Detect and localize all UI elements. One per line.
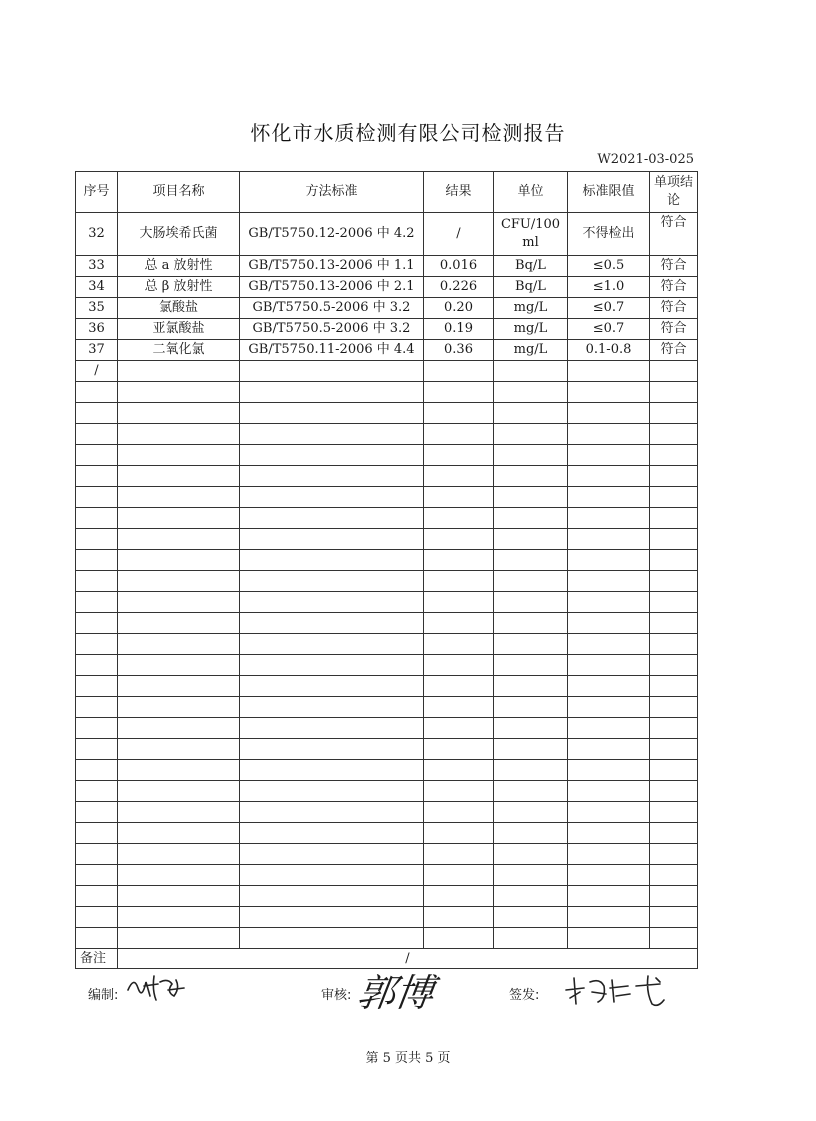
cell-result: 0.36 (424, 340, 494, 361)
empty-row (76, 592, 698, 613)
cell-unit: mg/L (494, 298, 568, 319)
col-header-unit: 单位 (494, 172, 568, 213)
table-row (76, 298, 698, 319)
empty-row (76, 739, 698, 760)
table-header-row (76, 172, 698, 213)
table-row (76, 256, 698, 277)
cell-unit: Bq/L (494, 277, 568, 298)
empty-row (76, 865, 698, 886)
reviewer-signature: 郭博 (354, 971, 437, 1015)
cell-no: 35 (76, 298, 118, 319)
empty-row (76, 571, 698, 592)
table-row (76, 340, 698, 361)
cell-method: GB/T5750.5-2006 中 3.2 (240, 298, 424, 319)
remark-value: / (118, 949, 698, 969)
cell-conclusion: 符合 (650, 213, 698, 256)
empty-rows (76, 382, 698, 949)
empty-row (76, 550, 698, 571)
cell-item: 氯酸盐 (118, 298, 240, 319)
cell-item: 大肠埃希氏菌 (118, 213, 240, 256)
cell-limit: ≤0.7 (568, 319, 650, 340)
end-mark-row (76, 361, 698, 382)
table-row (76, 277, 698, 298)
cell-item: 亚氯酸盐 (118, 319, 240, 340)
cell-limit: 不得检出 (568, 213, 650, 256)
cell-result: 0.016 (424, 256, 494, 277)
table-row (76, 319, 698, 340)
empty-row (76, 424, 698, 445)
page-number: 第 5 页共 5 页 (365, 1051, 451, 1066)
cell-result: 0.20 (424, 298, 494, 319)
cell-conclusion: 符合 (650, 256, 698, 277)
empty-row (76, 697, 698, 718)
reviewer-label: 审核: (321, 988, 352, 1003)
col-header-limit: 标准限值 (568, 172, 650, 213)
cell-no: 36 (76, 319, 118, 340)
cell-limit: ≤0.7 (568, 298, 650, 319)
empty-row (76, 886, 698, 907)
cell-result: 0.226 (424, 277, 494, 298)
issuer-signature (560, 972, 670, 1012)
cell-unit: Bq/L (494, 256, 568, 277)
cell-limit: ≤1.0 (568, 277, 650, 298)
empty-row (76, 403, 698, 424)
empty-row (76, 781, 698, 802)
cell-result: 0.19 (424, 319, 494, 340)
col-header-item: 项目名称 (118, 172, 240, 213)
empty-row (76, 487, 698, 508)
cell-unit: mg/L (494, 340, 568, 361)
cell-conclusion: 符合 (650, 340, 698, 361)
results-table (75, 171, 698, 969)
cell-conclusion: 符合 (650, 298, 698, 319)
cell-method: GB/T5750.13-2006 中 1.1 (240, 256, 424, 277)
table-row (76, 213, 698, 256)
empty-row (76, 802, 698, 823)
empty-row (76, 718, 698, 739)
empty-row (76, 382, 698, 403)
cell-method: GB/T5750.11-2006 中 4.4 (240, 340, 424, 361)
cell-conclusion: 符合 (650, 319, 698, 340)
cell-unit: CFU/100 ml (494, 213, 568, 256)
empty-row (76, 907, 698, 928)
col-header-conclusion: 单项结论 (650, 172, 698, 213)
cell-no: 37 (76, 340, 118, 361)
col-header-no: 序号 (76, 172, 118, 213)
empty-row (76, 445, 698, 466)
report-number: W2021-03-025 (597, 152, 694, 167)
cell-item: 总 β 放射性 (118, 277, 240, 298)
cell-conclusion: 符合 (650, 277, 698, 298)
cell-item: 二氧化氯 (118, 340, 240, 361)
empty-row (76, 760, 698, 781)
col-header-result: 结果 (424, 172, 494, 213)
cell-limit: ≤0.5 (568, 256, 650, 277)
remark-label: 备注 (76, 949, 118, 969)
cell-limit: 0.1-0.8 (568, 340, 650, 361)
empty-row (76, 823, 698, 844)
empty-row (76, 466, 698, 487)
compiler-label: 编制: (88, 988, 119, 1003)
empty-row (76, 844, 698, 865)
empty-row (76, 634, 698, 655)
col-header-method: 方法标准 (240, 172, 424, 213)
empty-row (76, 655, 698, 676)
cell-no: 33 (76, 256, 118, 277)
report-title: 怀化市水质检测有限公司检测报告 (250, 121, 566, 145)
cell-method: GB/T5750.13-2006 中 2.1 (240, 277, 424, 298)
empty-row (76, 928, 698, 949)
end-mark: / (76, 361, 118, 382)
cell-result: / (424, 213, 494, 256)
compiler-signature (124, 970, 190, 1004)
cell-method: GB/T5750.12-2006 中 4.2 (240, 213, 424, 256)
empty-row (76, 613, 698, 634)
cell-item: 总 a 放射性 (118, 256, 240, 277)
empty-row (76, 508, 698, 529)
issuer-label: 签发: (509, 988, 540, 1003)
empty-row (76, 529, 698, 550)
empty-row (76, 676, 698, 697)
cell-unit: mg/L (494, 319, 568, 340)
cell-no: 32 (76, 213, 118, 256)
cell-method: GB/T5750.5-2006 中 3.2 (240, 319, 424, 340)
cell-no: 34 (76, 277, 118, 298)
